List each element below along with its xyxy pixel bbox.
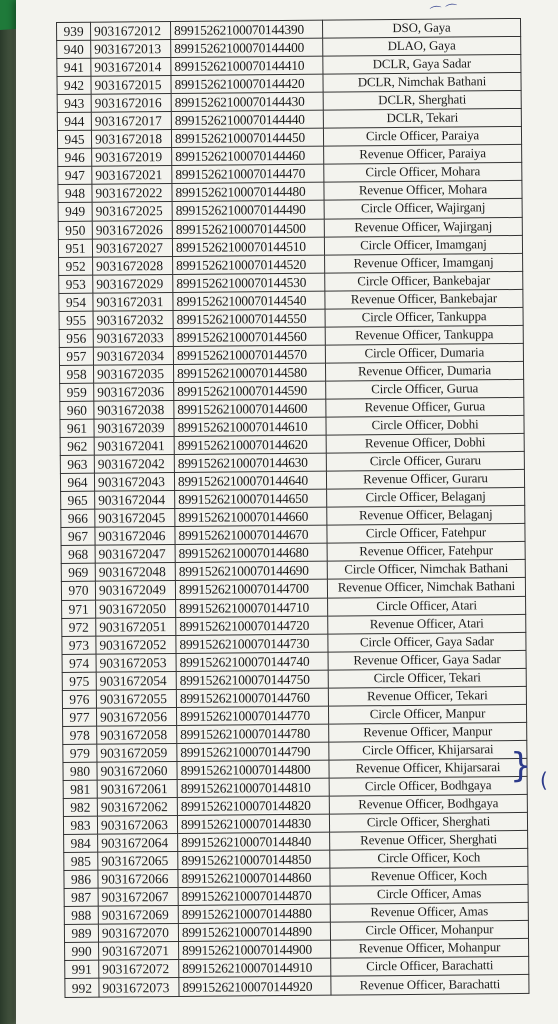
serial-cell: 957 <box>59 347 93 365</box>
officer-cell: Circle Officer, Fatehpur <box>327 524 525 544</box>
serial-cell: 958 <box>59 365 93 383</box>
officer-cell: Circle Officer, Paraiya <box>323 127 521 147</box>
sim-number-cell: 89915262100070144830 <box>177 814 329 833</box>
table-body <box>57 18 529 997</box>
officer-cell: Circle Officer, Atari <box>328 596 526 616</box>
sim-number-cell: 89915262100070144890 <box>178 922 330 941</box>
sim-number-cell: 89915262100070144710 <box>176 598 328 617</box>
sim-number-cell: 89915262100070144420 <box>171 74 323 93</box>
mobile-number-cell: 9031672058 <box>97 725 177 744</box>
sim-number-cell: 89915262100070144780 <box>177 724 329 743</box>
sim-number-cell: 89915262100070144760 <box>176 688 328 707</box>
mobile-number-cell: 9031672070 <box>98 924 178 943</box>
officer-cell: Circle Officer, Amas <box>330 885 528 905</box>
mobile-number-cell: 9031672026 <box>92 220 172 239</box>
mobile-number-cell: 9031672021 <box>92 166 172 185</box>
officer-cell: Circle Officer, Gurua <box>326 379 524 399</box>
mobile-number-cell: 9031672034 <box>93 346 173 365</box>
officer-cell: Circle Officer, Sherghati <box>329 812 527 832</box>
serial-cell: 981 <box>63 780 97 798</box>
sim-number-cell: 89915262100070144490 <box>172 201 324 220</box>
serial-cell: 967 <box>61 527 95 545</box>
mobile-number-cell: 9031672071 <box>99 942 179 961</box>
sim-number-cell: 89915262100070144410 <box>171 56 323 75</box>
mobile-number-cell: 9031672072 <box>99 960 179 979</box>
serial-cell: 951 <box>58 239 92 257</box>
sim-number-cell: 89915262100070144790 <box>177 742 329 761</box>
serial-cell: 939 <box>57 22 91 40</box>
sim-number-cell: 89915262100070144690 <box>175 562 327 581</box>
officer-cell: Revenue Officer, Mohara <box>324 181 522 201</box>
sim-number-cell: 89915262100070144500 <box>172 219 324 238</box>
officer-cell: DSO, Gaya <box>322 18 520 38</box>
sim-number-cell: 89915262100070144880 <box>178 904 330 923</box>
mobile-number-cell: 9031672012 <box>91 22 171 41</box>
serial-cell: 986 <box>64 870 98 888</box>
mobile-number-cell: 9031672028 <box>93 256 173 275</box>
serial-cell: 982 <box>63 798 97 816</box>
mobile-number-cell: 9031672031 <box>93 292 173 311</box>
sim-number-cell: 89915262100070144590 <box>174 381 326 400</box>
serial-cell: 952 <box>59 257 93 275</box>
serial-cell: 964 <box>60 473 94 491</box>
mobile-number-cell: 9031672013 <box>91 40 171 59</box>
serial-cell: 973 <box>62 636 96 654</box>
mobile-number-cell: 9031672032 <box>93 310 173 329</box>
sim-number-cell: 89915262100070144630 <box>174 453 326 472</box>
mobile-number-cell: 9031672054 <box>96 671 176 690</box>
officer-cell: Circle Officer, Nimchak Bathani <box>327 560 525 580</box>
officer-cell: Revenue Officer, Khijarsarai <box>329 758 527 778</box>
sim-number-cell: 89915262100070144920 <box>179 977 331 996</box>
mobile-number-cell: 9031672015 <box>91 76 171 95</box>
officer-cell: Revenue Officer, Sherghati <box>330 831 528 851</box>
mobile-number-cell: 9031672047 <box>95 545 175 564</box>
officer-cell: Circle Officer, Dobhi <box>326 415 524 435</box>
officer-cell: Circle Officer, Barachatti <box>331 957 529 977</box>
mobile-number-cell: 9031672059 <box>97 743 177 762</box>
sim-number-cell: 89915262100070144520 <box>173 255 325 274</box>
officer-cell: Circle Officer, Mohanpur <box>330 921 528 941</box>
officer-cell: Revenue Officer, Dobhi <box>326 434 524 454</box>
mobile-number-cell: 9031672073 <box>99 978 179 997</box>
mobile-number-cell: 9031672062 <box>97 797 177 816</box>
mobile-number-cell: 9031672061 <box>97 779 177 798</box>
serial-cell: 974 <box>62 654 96 672</box>
officer-cell: Circle Officer, Tekari <box>328 668 526 688</box>
mobile-number-cell: 9031672069 <box>98 906 178 925</box>
officer-cell: Revenue Officer, Bankebajar <box>325 289 523 309</box>
mobile-number-cell: 9031672039 <box>94 419 174 438</box>
sim-number-cell: 89915262100070144810 <box>177 778 329 797</box>
serial-cell: 943 <box>57 94 91 112</box>
sim-number-cell: 89915262100070144740 <box>176 652 328 671</box>
officer-cell: Circle Officer, Mohara <box>324 163 522 183</box>
serial-cell: 976 <box>62 690 96 708</box>
mobile-number-cell: 9031672027 <box>92 238 172 257</box>
mobile-number-cell: 9031672050 <box>96 599 176 618</box>
sim-number-cell: 89915262100070144530 <box>173 273 325 292</box>
mobile-number-cell: 9031672066 <box>98 870 178 889</box>
mobile-number-cell: 9031672035 <box>93 364 173 383</box>
mobile-number-cell: 9031672022 <box>92 184 172 203</box>
mobile-number-cell: 9031672051 <box>96 617 176 636</box>
serial-cell: 991 <box>65 961 99 979</box>
officer-cell: Circle Officer, Belaganj <box>327 488 525 508</box>
serial-cell: 941 <box>57 58 91 76</box>
serial-cell: 960 <box>60 401 94 419</box>
serial-cell: 987 <box>64 888 98 906</box>
sim-number-cell: 89915262100070144470 <box>172 165 324 184</box>
officer-cell: Revenue Officer, Imamganj <box>325 253 523 273</box>
sim-number-cell: 89915262100070144610 <box>174 417 326 436</box>
officer-cell: Revenue Officer, Fatehpur <box>327 542 525 562</box>
sim-number-cell: 89915262100070144860 <box>178 868 330 887</box>
mobile-number-cell: 9031672036 <box>94 382 174 401</box>
serial-cell: 959 <box>60 383 94 401</box>
officer-cell: Circle Officer, Dumaria <box>325 343 523 363</box>
sim-number-cell: 89915262100070144640 <box>174 471 326 490</box>
mobile-number-cell: 9031672052 <box>96 635 176 654</box>
mobile-number-cell: 9031672033 <box>93 328 173 347</box>
mobile-number-cell: 9031672064 <box>98 834 178 853</box>
officer-cell: Revenue Officer, Wajirganj <box>324 217 522 237</box>
serial-cell: 984 <box>64 834 98 852</box>
mobile-number-cell: 9031672043 <box>94 473 174 492</box>
mobile-number-cell: 9031672053 <box>96 653 176 672</box>
sim-number-cell: 89915262100070144900 <box>179 941 331 960</box>
serial-cell: 992 <box>65 979 99 997</box>
sim-number-cell: 89915262100070144560 <box>173 327 325 346</box>
mobile-number-cell: 9031672017 <box>91 112 171 131</box>
officer-cell: Circle Officer, Wajirganj <box>324 199 522 219</box>
mobile-number-cell: 9031672045 <box>95 509 175 528</box>
sim-number-cell: 89915262100070144440 <box>171 110 323 129</box>
sim-number-cell: 89915262100070144400 <box>171 38 323 57</box>
officer-cell: Circle Officer, Guraru <box>326 452 524 472</box>
officer-cell: Circle Officer, Koch <box>330 849 528 869</box>
serial-cell: 955 <box>59 311 93 329</box>
mobile-number-cell: 9031672019 <box>92 148 172 167</box>
serial-cell: 948 <box>58 185 92 203</box>
mobile-number-cell: 9031672018 <box>91 130 171 149</box>
serial-cell: 977 <box>62 708 96 726</box>
mobile-number-cell: 9031672065 <box>98 852 178 871</box>
mobile-number-cell: 9031672067 <box>98 888 178 907</box>
serial-cell: 944 <box>57 112 91 130</box>
sim-number-cell: 89915262100070144910 <box>179 959 331 978</box>
officer-cell: Revenue Officer, Tekari <box>328 686 526 706</box>
sim-number-cell: 89915262100070144870 <box>178 886 330 905</box>
mobile-number-cell: 9031672049 <box>95 581 175 600</box>
sim-number-cell: 89915262100070144700 <box>175 580 327 599</box>
serial-cell: 940 <box>57 40 91 58</box>
sim-number-cell: 89915262100070144820 <box>177 796 329 815</box>
pen-scribble: ⌒ ⌒ <box>429 2 459 20</box>
officer-cell: DLAO, Gaya <box>323 36 521 56</box>
mobile-number-cell: 9031672016 <box>91 94 171 113</box>
mobile-number-cell: 9031672041 <box>94 437 174 456</box>
sim-number-cell: 89915262100070144600 <box>174 399 326 418</box>
officer-cell: DCLR, Nimchak Bathani <box>323 73 521 93</box>
sim-number-cell: 89915262100070144730 <box>176 634 328 653</box>
serial-cell: 990 <box>65 943 99 961</box>
officer-cell: Revenue Officer, Nimchak Bathani <box>327 578 525 598</box>
serial-cell: 965 <box>61 491 95 509</box>
sim-number-cell: 89915262100070144850 <box>178 850 330 869</box>
sim-list-table <box>56 18 529 998</box>
sim-number-cell: 89915262100070144620 <box>174 435 326 454</box>
officer-cell: Revenue Officer, Barachatti <box>331 975 529 995</box>
sim-number-cell: 89915262100070144480 <box>172 183 324 202</box>
mobile-number-cell: 9031672014 <box>91 58 171 77</box>
officer-cell: DCLR, Gaya Sadar <box>323 55 521 75</box>
officer-cell: Revenue Officer, Gaya Sadar <box>328 650 526 670</box>
mobile-number-cell: 9031672063 <box>97 816 177 835</box>
serial-cell: 988 <box>64 906 98 924</box>
mobile-number-cell: 9031672055 <box>96 689 176 708</box>
sim-number-cell: 89915262100070144800 <box>177 760 329 779</box>
officer-cell: Revenue Officer, Dumaria <box>325 361 523 381</box>
sim-number-cell: 89915262100070144660 <box>175 507 327 526</box>
officer-cell: Circle Officer, Gaya Sadar <box>328 632 526 652</box>
officer-cell: Revenue Officer, Gurua <box>326 397 524 417</box>
officer-cell: Circle Officer, Bodhgaya <box>329 776 527 796</box>
serial-cell: 945 <box>57 130 91 148</box>
officer-cell: Revenue Officer, Guraru <box>326 470 524 490</box>
pen-scribble: ( <box>540 768 548 792</box>
serial-cell: 949 <box>58 203 92 221</box>
officer-cell: Circle Officer, Tankuppa <box>325 307 523 327</box>
sim-number-cell: 89915262100070144720 <box>176 616 328 635</box>
mobile-number-cell: 9031672029 <box>93 274 173 293</box>
serial-cell: 953 <box>59 275 93 293</box>
officer-cell: Revenue Officer, Bodhgaya <box>329 794 527 814</box>
serial-cell: 942 <box>57 76 91 94</box>
serial-cell: 975 <box>62 672 96 690</box>
officer-cell: Revenue Officer, Amas <box>330 903 528 923</box>
sim-number-cell: 89915262100070144650 <box>175 489 327 508</box>
officer-cell: Circle Officer, Khijarsarai <box>329 740 527 760</box>
serial-cell: 954 <box>59 293 93 311</box>
serial-cell: 962 <box>60 437 94 455</box>
sim-number-cell: 89915262100070144840 <box>178 832 330 851</box>
serial-cell: 947 <box>58 167 92 185</box>
serial-cell: 961 <box>60 419 94 437</box>
officer-cell: Revenue Officer, Atari <box>328 614 526 634</box>
sim-number-cell: 89915262100070144510 <box>172 237 324 256</box>
officer-cell: Revenue Officer, Belaganj <box>327 506 525 526</box>
serial-cell: 979 <box>63 744 97 762</box>
mobile-number-cell: 9031672038 <box>94 400 174 419</box>
serial-cell: 946 <box>58 149 92 167</box>
officer-cell: Revenue Officer, Paraiya <box>324 145 522 165</box>
officer-cell: Revenue Officer, Koch <box>330 867 528 887</box>
serial-cell: 985 <box>64 852 98 870</box>
mobile-number-cell: 9031672044 <box>95 491 175 510</box>
sim-number-cell: 89915262100070144750 <box>176 670 328 689</box>
sim-number-cell: 89915262100070144460 <box>172 146 324 165</box>
sim-number-cell: 89915262100070144450 <box>171 128 323 147</box>
serial-cell: 983 <box>63 816 97 834</box>
officer-cell: DCLR, Tekari <box>323 109 521 129</box>
sim-number-cell: 89915262100070144550 <box>173 309 325 328</box>
sim-number-cell: 89915262100070144770 <box>176 706 328 725</box>
mobile-number-cell: 9031672025 <box>92 202 172 221</box>
serial-cell: 971 <box>62 600 96 618</box>
serial-cell: 968 <box>61 546 95 564</box>
table-row <box>65 975 529 997</box>
serial-cell: 970 <box>61 582 95 600</box>
mobile-number-cell: 9031672042 <box>94 455 174 474</box>
sim-number-cell: 89915262100070144430 <box>171 92 323 111</box>
mobile-number-cell: 9031672046 <box>95 527 175 546</box>
sim-number-cell: 89915262100070144390 <box>171 20 323 39</box>
serial-cell: 950 <box>58 221 92 239</box>
officer-cell: Revenue Officer, Manpur <box>329 722 527 742</box>
officer-cell: DCLR, Sherghati <box>323 91 521 111</box>
officer-cell: Revenue Officer, Mohanpur <box>331 939 529 959</box>
serial-cell: 963 <box>60 455 94 473</box>
sim-number-cell: 89915262100070144680 <box>175 544 327 563</box>
officer-cell: Circle Officer, Manpur <box>328 704 526 724</box>
mobile-number-cell: 9031672060 <box>97 761 177 780</box>
sim-number-cell: 89915262100070144670 <box>175 525 327 544</box>
officer-cell: Revenue Officer, Tankuppa <box>325 325 523 345</box>
mobile-number-cell: 9031672048 <box>95 563 175 582</box>
sim-number-cell: 89915262100070144580 <box>173 363 325 382</box>
serial-cell: 980 <box>63 762 97 780</box>
serial-cell: 966 <box>61 509 95 527</box>
mobile-number-cell: 9031672056 <box>96 707 176 726</box>
serial-cell: 969 <box>61 564 95 582</box>
officer-cell: Circle Officer, Bankebajar <box>325 271 523 291</box>
sim-number-cell: 89915262100070144540 <box>173 291 325 310</box>
sim-number-cell: 89915262100070144570 <box>173 345 325 364</box>
serial-cell: 978 <box>63 726 97 744</box>
officer-cell: Circle Officer, Imamganj <box>324 235 522 255</box>
serial-cell: 972 <box>62 618 96 636</box>
serial-cell: 989 <box>64 925 98 943</box>
serial-cell: 956 <box>59 329 93 347</box>
pen-bracket: } <box>510 746 532 786</box>
